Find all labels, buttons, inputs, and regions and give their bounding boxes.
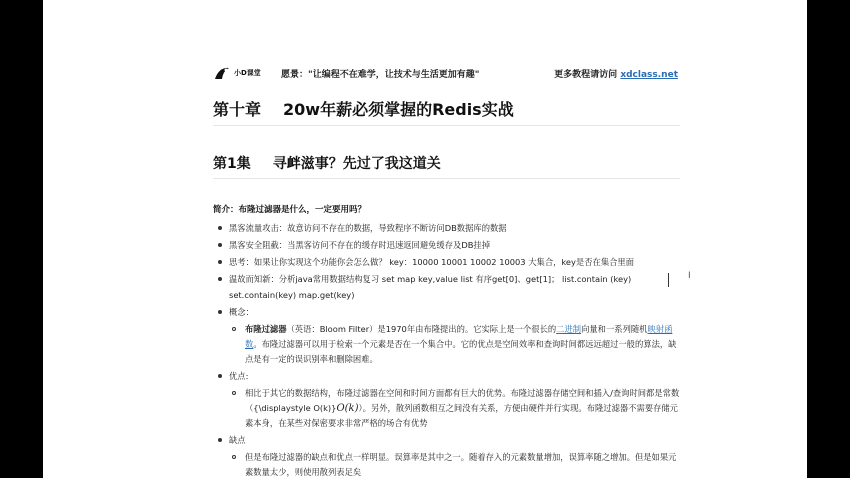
advantages-text-2: ）。另外，散列函数相互之间没有关系，方便由硬件并行实现。布隆过滤器不需要存储元素本身，在某些对保密要求非常严格的场合有优势 — [245, 403, 678, 428]
hash-function-link[interactable]: 映射函数 — [245, 324, 673, 349]
list-item: 黑客安全阻截：当黑客访问不存在的缓存时迅速返回避免缓存及DB挂掉 — [213, 237, 683, 253]
list-item: 思考：如果让你实现这个功能你会怎么做？ key：10000 10001 10002 10003 大集合，key是否在集合里面 — [213, 254, 683, 270]
list-item: 温故而知新：分析java常用数据结构复习 set map key,value list 有序get[0]、get[1]； list.contain (key) set.contain(key) map.get(key) — [213, 271, 683, 303]
page-header — [213, 60, 678, 86]
list-item — [213, 304, 683, 367]
advantages-text-1: 相比于其它的数据结构，布隆过滤器在空间和时间方面都有巨大的优势。布隆过滤器存储空间和插入/查询时间都是常数（{\displaystyle O(k)} — [245, 388, 680, 413]
episode-title — [213, 153, 680, 179]
episode-number: 第1集 — [213, 156, 251, 172]
more-prefix: 更多教程请访问 — [554, 69, 621, 80]
bullet-list — [213, 220, 683, 478]
bloom-filter-term: 布隆过滤器 — [245, 324, 287, 334]
concept-label: 概念： — [229, 307, 254, 317]
header-tagline: 愿景："让编程不在难学，让技术与生活更加有趣" — [281, 69, 480, 80]
logo-text: 小D课堂 — [234, 69, 261, 77]
sub-list-item — [229, 322, 683, 367]
concept-text-1: （英语：Bloom Filter）是1970年由布隆提出的。它实际上是一个很长的 — [286, 324, 557, 334]
logo — [213, 65, 273, 81]
disadvantages-label: 缺点 — [229, 435, 246, 445]
chapter-title — [213, 97, 680, 126]
list-item: 黑客流量攻击：故意访问不存在的数据，导致程序不断访问DB数据库的数据 — [213, 220, 683, 236]
binary-link[interactable]: 二进制 — [556, 324, 582, 334]
ibeam-cursor-icon: I — [688, 271, 691, 281]
math-ok: O(k) — [336, 403, 359, 414]
list-item — [213, 368, 683, 431]
sub-list-item: 但是布隆过滤器的缺点和优点一样明显。误算率是其中之一。随着存入的元素数量增加，误算率随之增加。但是如果元素数量太少，则使用散列表足矣 — [229, 450, 683, 478]
xdclass-link[interactable]: xdclass.net — [620, 69, 678, 80]
list-item — [213, 432, 683, 478]
concept-text-3: 。布隆过滤器可以用于检索一个元素是否在一个集合中。它的优点是空间效率和查询时间都远远超过一般的算法，缺点是有一定的误识别率和删除困难。 — [245, 339, 677, 364]
intro-text: 简介：布隆过滤器是什么，一定要用吗？ — [213, 205, 367, 215]
text-cursor — [668, 273, 669, 287]
chapter-number: 第十章 — [213, 100, 262, 119]
concept-text-2: 向量和一系列随机 — [581, 324, 648, 334]
header-more — [554, 67, 678, 80]
advantages-label: 优点: — [229, 371, 249, 381]
episode-name: 寻衅滋事？先过了我这道关 — [272, 156, 441, 172]
document-page — [43, 0, 807, 478]
chapter-name: 20w年薪必须掌握的Redis实战 — [283, 100, 514, 119]
sub-list-item — [229, 386, 683, 431]
logo-icon — [213, 65, 231, 81]
